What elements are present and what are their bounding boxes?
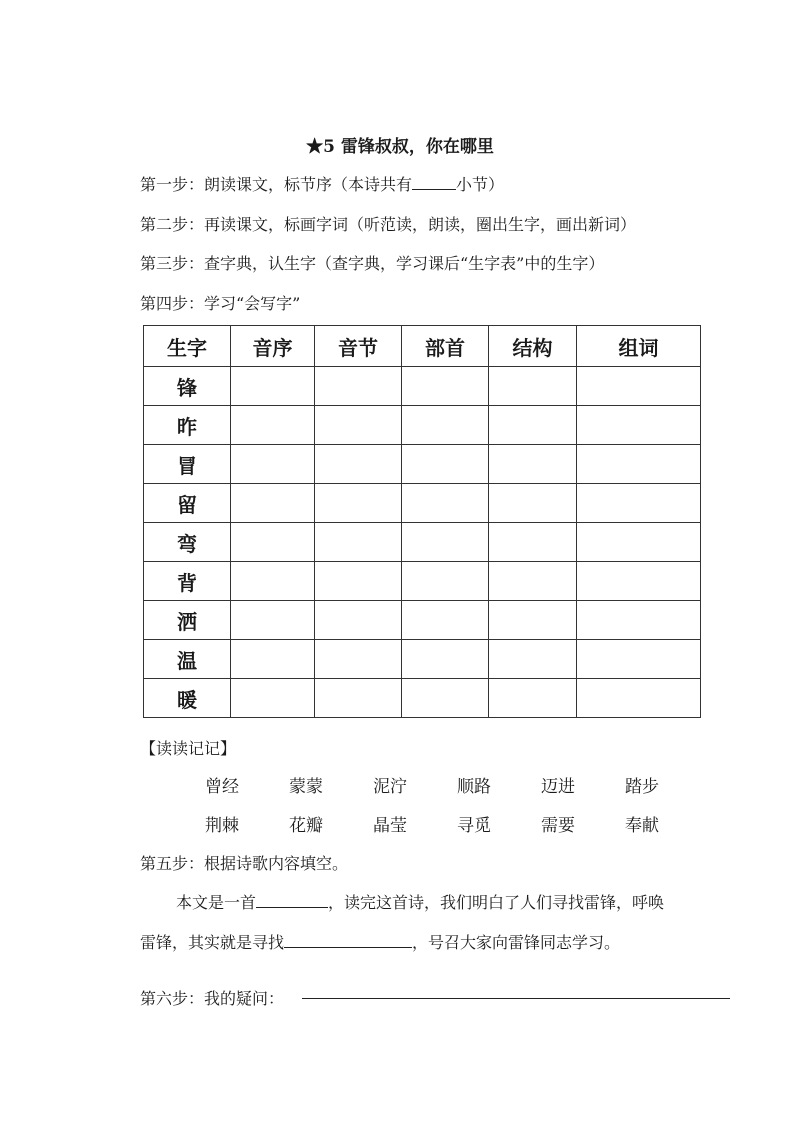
char-cell: 冒 (144, 445, 231, 484)
page-title: ★5 雷锋叔叔，你在哪里 (306, 137, 494, 157)
char-cell: 洒 (144, 601, 231, 640)
answer-cell[interactable] (402, 640, 489, 679)
word-item: 花瓣 (289, 816, 323, 836)
step-1-text: 第一步：朗读课文，标节序（本诗共有 (140, 175, 413, 194)
answer-cell[interactable] (489, 562, 577, 601)
word-item: 曾经 (205, 777, 239, 797)
answer-cell[interactable] (489, 445, 577, 484)
header-words: 组词 (577, 326, 701, 367)
word-row-1 (205, 772, 709, 797)
answer-cell[interactable] (577, 640, 701, 679)
table-row (144, 562, 701, 601)
answer-cell[interactable] (231, 562, 315, 601)
word-item: 泥泞 (373, 777, 407, 797)
answer-cell[interactable] (489, 523, 577, 562)
answer-cell[interactable] (489, 367, 577, 406)
word-item: 顺路 (457, 777, 491, 797)
word-item: 荆棘 (205, 816, 239, 836)
step-2: 第二步：再读课文，标画字词（听范读，朗读，圈出生字，画出新词） (140, 215, 637, 234)
answer-cell[interactable] (315, 523, 402, 562)
fill-line-1 (176, 890, 664, 913)
char-cell: 留 (144, 484, 231, 523)
table-row (144, 601, 701, 640)
table-row (144, 679, 701, 718)
answer-cell[interactable] (402, 523, 489, 562)
poem-type-blank[interactable] (256, 891, 328, 908)
answer-cell[interactable] (489, 679, 577, 718)
answer-cell[interactable] (577, 679, 701, 718)
step-1-text-end: 小节） (456, 175, 505, 194)
answer-cell[interactable] (231, 367, 315, 406)
table-row (144, 367, 701, 406)
answer-cell[interactable] (315, 640, 402, 679)
fill-text: ，号召大家向雷锋同志学习。 (412, 933, 621, 952)
answer-cell[interactable] (577, 562, 701, 601)
step-3: 第三步：查字典，认生字（查字典，学习课后“生字表”中的生字） (140, 254, 605, 273)
answer-cell[interactable] (315, 367, 402, 406)
answer-cell[interactable] (402, 367, 489, 406)
answer-cell[interactable] (402, 445, 489, 484)
answer-cell[interactable] (489, 406, 577, 445)
table-row (144, 640, 701, 679)
question-answer-line[interactable] (302, 998, 730, 999)
step-5-heading: 第五步：根据诗歌内容填空。 (140, 854, 349, 873)
answer-cell[interactable] (577, 601, 701, 640)
answer-cell[interactable] (577, 523, 701, 562)
answer-cell[interactable] (231, 601, 315, 640)
table-header-row (144, 326, 701, 367)
word-item: 晶莹 (373, 816, 407, 836)
header-radical: 部首 (402, 326, 489, 367)
answer-cell[interactable] (315, 562, 402, 601)
table-row (144, 406, 701, 445)
header-syllable: 音节 (315, 326, 402, 367)
stanza-count-blank[interactable] (412, 175, 456, 190)
table-row (144, 484, 701, 523)
answer-cell[interactable] (315, 445, 402, 484)
answer-cell[interactable] (231, 484, 315, 523)
step-1 (140, 172, 504, 195)
answer-cell[interactable] (577, 484, 701, 523)
answer-cell[interactable] (402, 679, 489, 718)
word-item: 寻觅 (457, 816, 491, 836)
answer-cell[interactable] (315, 484, 402, 523)
word-item: 奉献 (625, 816, 659, 836)
answer-cell[interactable] (489, 484, 577, 523)
word-item: 蒙蒙 (289, 777, 323, 797)
char-cell: 昨 (144, 406, 231, 445)
table-row (144, 445, 701, 484)
fill-text: 雷锋，其实就是寻找 (140, 933, 285, 952)
answer-cell[interactable] (577, 445, 701, 484)
answer-cell[interactable] (231, 640, 315, 679)
char-cell: 锋 (144, 367, 231, 406)
table-row (144, 523, 701, 562)
answer-cell[interactable] (402, 406, 489, 445)
word-item: 迈进 (541, 777, 575, 797)
character-table (143, 325, 701, 718)
header-structure: 结构 (489, 326, 577, 367)
fill-text: ，读完这首诗，我们明白了人们寻找雷锋，呼唤 (328, 893, 665, 912)
answer-cell[interactable] (315, 679, 402, 718)
answer-cell[interactable] (577, 367, 701, 406)
answer-cell[interactable] (402, 601, 489, 640)
answer-cell[interactable] (489, 640, 577, 679)
answer-cell[interactable] (489, 601, 577, 640)
char-cell: 温 (144, 640, 231, 679)
meaning-blank[interactable] (284, 931, 412, 948)
char-cell: 暖 (144, 679, 231, 718)
answer-cell[interactable] (402, 484, 489, 523)
answer-cell[interactable] (577, 406, 701, 445)
word-item: 需要 (541, 816, 575, 836)
header-char: 生字 (144, 326, 231, 367)
answer-cell[interactable] (315, 406, 402, 445)
word-item: 踏步 (625, 777, 659, 797)
char-cell: 弯 (144, 523, 231, 562)
header-initial: 音序 (231, 326, 315, 367)
answer-cell[interactable] (231, 406, 315, 445)
answer-cell[interactable] (231, 523, 315, 562)
answer-cell[interactable] (315, 601, 402, 640)
reading-heading: 【读读记记】 (140, 739, 237, 758)
step-6-label: 第六步：我的疑问： (140, 989, 285, 1008)
answer-cell[interactable] (231, 445, 315, 484)
answer-cell[interactable] (231, 679, 315, 718)
word-row-2 (205, 811, 709, 836)
step-4: 第四步：学习“会写字” (140, 294, 301, 313)
fill-line-2 (140, 930, 620, 953)
answer-cell[interactable] (402, 562, 489, 601)
char-cell: 背 (144, 562, 231, 601)
fill-text: 本文是一首 (176, 893, 257, 912)
